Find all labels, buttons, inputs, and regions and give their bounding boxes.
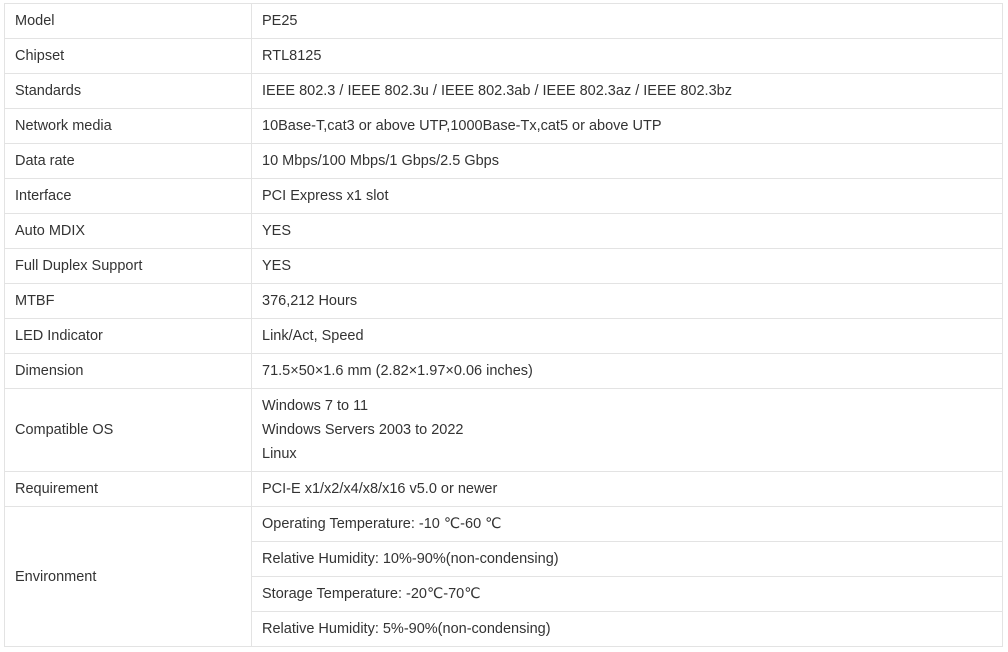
row-label-auto-mdix: Auto MDIX bbox=[5, 214, 252, 249]
table-row bbox=[5, 354, 1003, 389]
table-row bbox=[5, 179, 1003, 214]
row-value-full-duplex: YES bbox=[252, 249, 1003, 284]
row-value-mtbf: 376,212 Hours bbox=[252, 284, 1003, 319]
table-row bbox=[5, 39, 1003, 74]
row-label-mtbf: MTBF bbox=[5, 284, 252, 319]
row-label-data-rate: Data rate bbox=[5, 144, 252, 179]
table-row bbox=[5, 319, 1003, 354]
row-label-network-media: Network media bbox=[5, 109, 252, 144]
table-row bbox=[5, 472, 1003, 507]
table-row bbox=[5, 4, 1003, 39]
table-row bbox=[5, 284, 1003, 319]
row-value-standards: IEEE 802.3 / IEEE 802.3u / IEEE 802.3ab / IEEE 802.3az / IEEE 802.3bz bbox=[252, 74, 1003, 109]
row-label-dimension: Dimension bbox=[5, 354, 252, 389]
table-row bbox=[5, 144, 1003, 179]
spec-table bbox=[4, 3, 1003, 647]
os-line: Windows Servers 2003 to 2022 bbox=[262, 422, 464, 438]
row-value-requirement: PCI-E x1/x2/x4/x8/x16 v5.0 or newer bbox=[252, 472, 1003, 507]
row-label-interface: Interface bbox=[5, 179, 252, 214]
row-label-model: Model bbox=[5, 4, 252, 39]
row-value-network-media: 10Base-T,cat3 or above UTP,1000Base-Tx,cat5 or above UTP bbox=[252, 109, 1003, 144]
row-label-requirement: Requirement bbox=[5, 472, 252, 507]
table-row bbox=[5, 249, 1003, 284]
row-value-environment: Operating Temperature: -10 ℃-60 ℃ bbox=[252, 507, 1003, 542]
row-label-compatible-os: Compatible OS bbox=[5, 389, 252, 472]
os-line: Windows 7 to 11 bbox=[262, 398, 369, 414]
row-value-interface: PCI Express x1 slot bbox=[252, 179, 1003, 214]
row-label-standards: Standards bbox=[5, 74, 252, 109]
row-value-compatible-os bbox=[252, 389, 1003, 472]
os-line: Linux bbox=[262, 446, 297, 462]
table-row bbox=[5, 74, 1003, 109]
row-label-led-indicator: LED Indicator bbox=[5, 319, 252, 354]
table-row bbox=[5, 214, 1003, 249]
row-value-environment: Storage Temperature: -20℃-70℃ bbox=[252, 577, 1003, 612]
table-row bbox=[5, 389, 1003, 472]
row-value-model: PE25 bbox=[252, 4, 1003, 39]
row-value-auto-mdix: YES bbox=[252, 214, 1003, 249]
row-label-full-duplex: Full Duplex Support bbox=[5, 249, 252, 284]
table-row bbox=[5, 507, 1003, 542]
row-label-environment: Environment bbox=[5, 507, 252, 647]
row-value-environment: Relative Humidity: 10%-90%(non-condensing) bbox=[252, 542, 1003, 577]
row-value-data-rate: 10 Mbps/100 Mbps/1 Gbps/2.5 Gbps bbox=[252, 144, 1003, 179]
row-value-led-indicator: Link/Act, Speed bbox=[252, 319, 1003, 354]
row-value-dimension: 71.5×50×1.6 mm (2.82×1.97×0.06 inches) bbox=[252, 354, 1003, 389]
row-value-chipset: RTL8125 bbox=[252, 39, 1003, 74]
row-value-environment: Relative Humidity: 5%-90%(non-condensing) bbox=[252, 612, 1003, 647]
table-row bbox=[5, 109, 1003, 144]
row-label-chipset: Chipset bbox=[5, 39, 252, 74]
